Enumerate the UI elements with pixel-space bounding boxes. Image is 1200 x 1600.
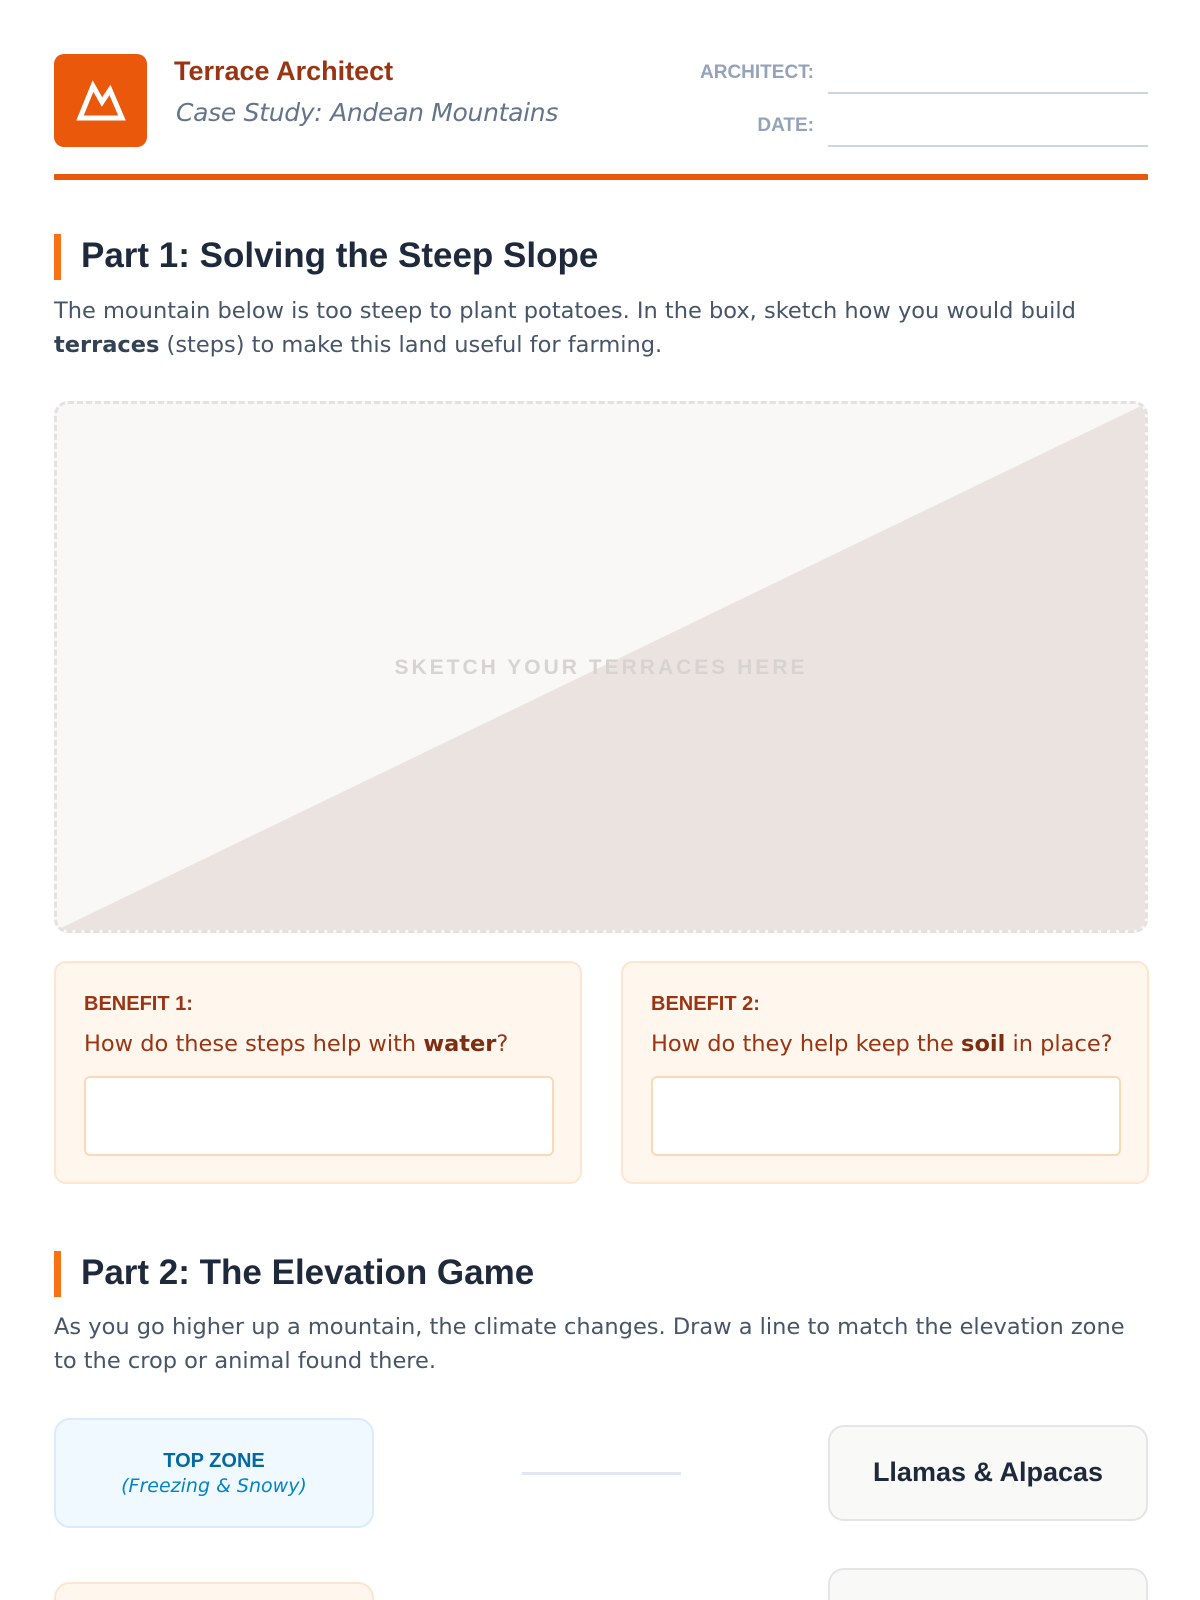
benefit-card-1 [54, 961, 582, 1184]
header-divider [54, 174, 1148, 180]
app-logo [54, 54, 147, 147]
section-accent-bar [54, 234, 61, 280]
date-field[interactable] [828, 145, 1148, 147]
section-accent-bar [54, 1251, 61, 1297]
benefit-answer-input[interactable] [651, 1076, 1121, 1156]
worksheet-title: Terrace Architect [174, 56, 394, 86]
mountain-icon [76, 78, 126, 124]
part2-description: As you go higher up a mountain, the climate changes. Draw a line to match the elevation zone to the crop or animal found there. [54, 1314, 1125, 1374]
benefit-label: BENEFIT 2: [651, 993, 760, 1015]
elevation-zone-middle[interactable] [54, 1582, 374, 1600]
sketch-area[interactable] [54, 401, 1148, 933]
part2-title: Part 2: The Elevation Game [81, 1253, 535, 1292]
sketch-hint: SKETCH YOUR TERRACES HERE [394, 656, 808, 679]
date-label: DATE: [757, 115, 814, 136]
benefit-label: BENEFIT 1: [84, 993, 193, 1015]
architect-field[interactable] [828, 92, 1148, 94]
worksheet-subtitle: Case Study: Andean Mountains [176, 98, 559, 127]
elevation-zone-top[interactable] [54, 1418, 374, 1528]
match-answer[interactable] [828, 1425, 1148, 1521]
benefit-question: How do they help keep the soil in place? [651, 1031, 1113, 1057]
zone-description: (Freezing & Snowy) [121, 1475, 307, 1497]
match-line [522, 1472, 681, 1475]
match-answer[interactable] [828, 1568, 1148, 1600]
benefit-answer-input[interactable] [84, 1076, 554, 1156]
architect-label: ARCHITECT: [700, 62, 814, 83]
benefit-card-2 [621, 961, 1149, 1184]
answer-label: Llamas & Alpacas [872, 1457, 1104, 1487]
zone-name: TOP ZONE [163, 1450, 265, 1472]
part1-description: The mountain below is too steep to plant potatoes. In the box, sketch how you would build terraces (steps) to make this land useful for farming. [54, 298, 1076, 358]
part1-title: Part 1: Solving the Steep Slope [81, 236, 599, 275]
benefit-question: How do these steps help with water? [84, 1031, 509, 1057]
